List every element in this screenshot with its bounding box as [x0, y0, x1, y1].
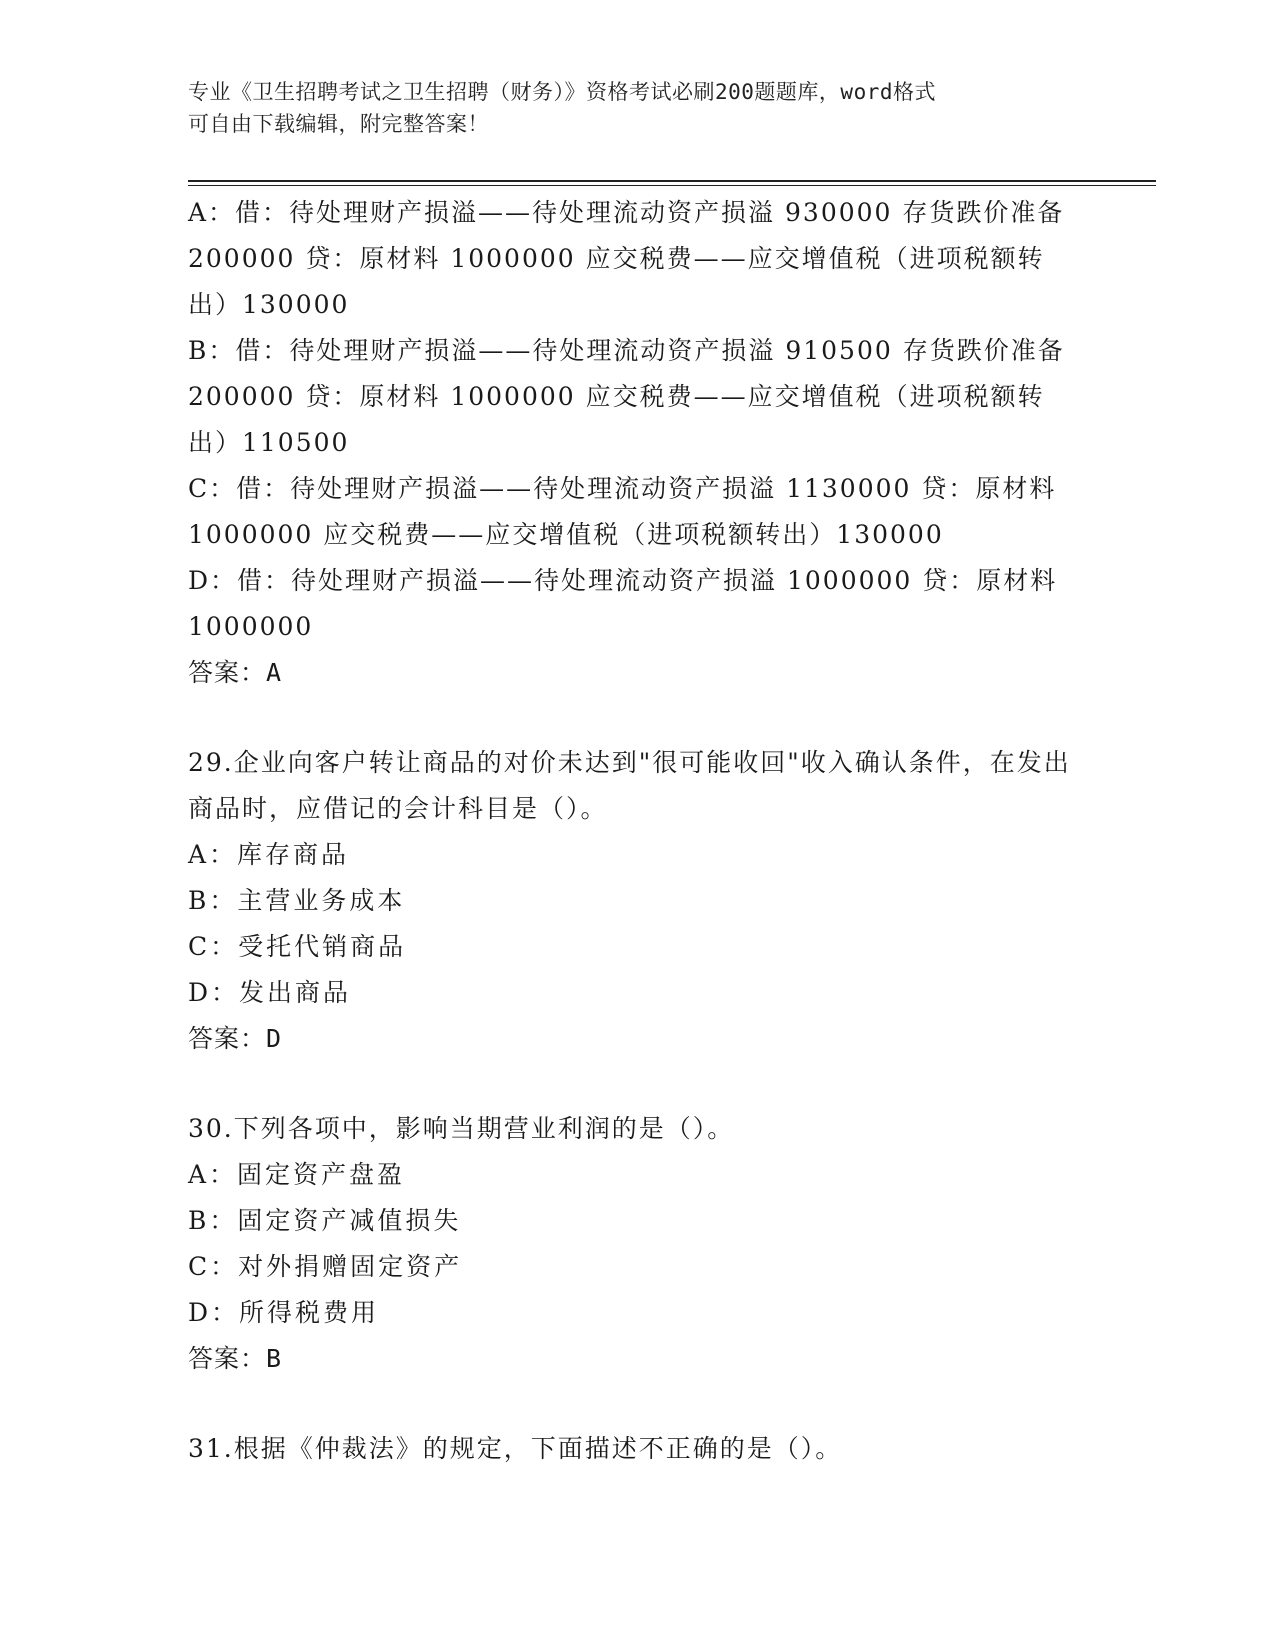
q28-option-a: A：借：待处理财产损溢——待处理流动资产损溢 930000 存货跌价准备 200000 贷：原材料 1000000 应交税费——应交增值税（进项税额转出）130000: [188, 198, 1065, 319]
q29-option-c: C：受托代销商品: [188, 932, 407, 961]
header-title-line-2: 可自由下载编辑，附完整答案！: [188, 112, 489, 136]
q29-option-d: D：发出商品: [188, 978, 352, 1007]
question-28-block: [188, 190, 1078, 696]
q29-stem: 29.企业向客户转让商品的对价未达到"很可能收回"收入确认条件，在发出商品时，应借记的会计科目是（）。: [188, 748, 1071, 823]
q30-option-a: A：固定资产盘盈: [188, 1160, 406, 1189]
spacer: [188, 1062, 1078, 1106]
header-title-line-1: 专业《卫生招聘考试之卫生招聘（财务）》资格考试必刷200题题库，word格式: [188, 80, 936, 104]
header-rule-thick: [188, 180, 1156, 182]
question-31-block: [188, 1426, 1078, 1472]
page-header: [188, 76, 1068, 140]
q29-option-a: A：库存商品: [188, 840, 350, 869]
spacer: [188, 696, 1078, 740]
q30-option-d: D：所得税费用: [188, 1298, 380, 1327]
q31-stem: 31.根据《仲裁法》的规定，下面描述不正确的是（）。: [188, 1434, 843, 1463]
q30-option-c: C：对外捐赠固定资产: [188, 1252, 463, 1281]
question-30-block: [188, 1106, 1078, 1382]
q28-option-d: D：借：待处理财产损溢——待处理流动资产损溢 1000000 贷：原材料 1000000: [188, 566, 1058, 641]
q30-option-b: B：固定资产减值损失: [188, 1206, 462, 1235]
q28-answer: 答案：A: [188, 658, 283, 687]
q28-option-b: B：借：待处理财产损溢——待处理流动资产损溢 910500 存货跌价准备 200000 贷：原材料 1000000 应交税费——应交增值税（进项税额转出）110500: [188, 336, 1065, 457]
document-body: [188, 190, 1078, 1472]
q29-option-b: B：主营业务成本: [188, 886, 406, 915]
q28-option-c: C：借：待处理财产损溢——待处理流动资产损溢 1130000 贷：原材料 1000000 应交税费——应交增值税（进项税额转出）130000: [188, 474, 1057, 549]
header-rule-thin: [188, 185, 1156, 186]
q29-answer: 答案：D: [188, 1024, 283, 1053]
q30-answer: 答案：B: [188, 1344, 283, 1373]
q30-stem: 30.下列各项中，影响当期营业利润的是（）。: [188, 1114, 735, 1143]
question-29-block: [188, 740, 1078, 1062]
spacer: [188, 1382, 1078, 1426]
